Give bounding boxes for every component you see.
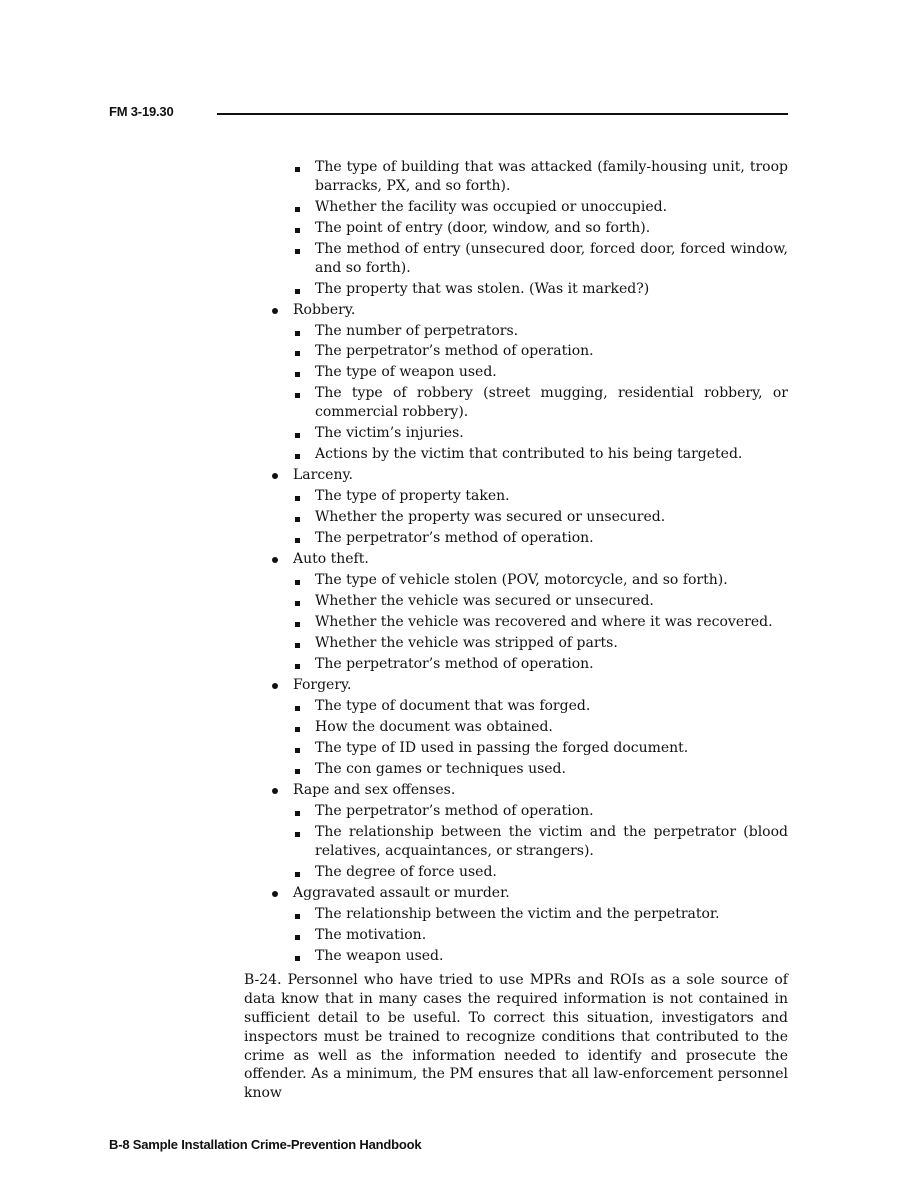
round-bullet-icon (272, 683, 278, 689)
crime-category (244, 301, 788, 465)
category-sub-list (293, 802, 788, 882)
square-bullet-icon (295, 580, 300, 585)
list-item-text: The number of perpetrators. (315, 322, 519, 339)
list-item (293, 905, 788, 924)
list-item (293, 322, 788, 341)
list-item-text: The con games or techniques used. (315, 760, 566, 777)
round-bullet-icon (272, 473, 278, 479)
crime-category (244, 676, 788, 779)
square-bullet-icon (295, 167, 300, 172)
crime-category-label: Forgery. (293, 677, 352, 694)
crime-category (244, 550, 788, 674)
list-item-text: The property that was stolen. (Was it marked?) (315, 280, 650, 297)
list-item (293, 760, 788, 779)
square-bullet-icon (295, 664, 300, 669)
square-bullet-icon (295, 454, 300, 459)
list-item-text: The type of ID used in passing the forged document. (315, 740, 689, 756)
list-item (293, 592, 788, 611)
list-item (293, 802, 788, 821)
square-bullet-icon (295, 393, 300, 398)
square-bullet-icon (295, 872, 300, 877)
list-item (244, 198, 788, 217)
list-item-text: The type of building that was attacked (family-housing unit, troop barracks, PX, and so forth). (315, 159, 788, 194)
category-sub-list (293, 905, 788, 966)
square-bullet-icon (295, 811, 300, 816)
square-bullet-icon (295, 706, 300, 711)
list-item-text: The weapon used. (315, 947, 444, 964)
list-item (244, 240, 788, 278)
square-bullet-icon (295, 748, 300, 753)
list-item (293, 739, 788, 758)
list-item-text: The type of weapon used. (315, 364, 497, 381)
category-sub-list (293, 697, 788, 779)
list-item (244, 158, 788, 196)
crime-category-list (244, 301, 788, 966)
square-bullet-icon (295, 956, 300, 961)
list-item-text: The point of entry (door, window, and so forth). (315, 219, 651, 236)
list-item-text: The motivation. (315, 926, 427, 943)
category-sub-list (293, 571, 788, 674)
category-sub-list (293, 322, 788, 465)
square-bullet-icon (295, 517, 300, 522)
list-item-text: The degree of force used. (315, 863, 497, 880)
list-item-text: Actions by the victim that contributed to his being targeted. (315, 446, 743, 463)
list-item-text: Whether the vehicle was secured or unsecured. (315, 593, 654, 610)
square-bullet-icon (295, 538, 300, 543)
list-item-text: Whether the vehicle was recovered and where it was recovered. (315, 614, 773, 631)
round-bullet-icon (272, 788, 278, 794)
list-item (293, 718, 788, 737)
square-bullet-icon (295, 914, 300, 919)
square-bullet-icon (295, 372, 300, 377)
paragraph-b-24: B-24. Personnel who have tried to use MPRs and ROIs as a sole source of data know that in many cases the required information is not contained in sufficient detail to be useful. To correct this situation, investigators and inspectors must be trained to recognize conditions that contributed to the crime as well as the information needed to identify and prosecute the offender. As a minimum, the PM ensures that all law-enforcement personnel know (244, 972, 788, 1102)
list-item-text: The type of property taken. (315, 488, 510, 505)
crime-category-label: Robbery. (293, 301, 356, 318)
square-bullet-icon (295, 249, 300, 254)
square-bullet-icon (295, 351, 300, 356)
list-item (293, 529, 788, 548)
list-item-text: The type of document that was forged. (315, 698, 591, 715)
square-bullet-icon (295, 622, 300, 627)
list-item-text: The victim’s injuries. (315, 425, 464, 442)
list-item (244, 219, 788, 238)
list-item (293, 363, 788, 382)
crime-category (244, 781, 788, 882)
list-item (293, 697, 788, 716)
list-item (293, 926, 788, 945)
list-item (293, 947, 788, 966)
list-item (293, 655, 788, 674)
list-item-text: The type of vehicle stolen (POV, motorcycle, and so forth). (315, 572, 728, 589)
square-bullet-icon (295, 935, 300, 940)
list-item-text: The method of entry (unsecured door, forced door, forced window, and so forth). (315, 240, 788, 276)
crime-category-label: Rape and sex offenses. (293, 781, 456, 798)
list-item (293, 863, 788, 882)
list-item (244, 280, 788, 299)
list-item (293, 508, 788, 527)
square-bullet-icon (295, 207, 300, 212)
list-item (293, 571, 788, 590)
list-item (293, 487, 788, 506)
list-item (293, 424, 788, 443)
list-item-text: The relationship between the victim and the perpetrator. (315, 905, 720, 922)
square-bullet-icon (295, 727, 300, 732)
list-item-text: The perpetrator’s method of operation. (315, 343, 594, 360)
list-item-text: Whether the facility was occupied or unoccupied. (315, 198, 668, 215)
list-item (293, 445, 788, 464)
page-content (244, 158, 788, 1103)
page-footer: B-8 Sample Installation Crime-Prevention Handbook (109, 1137, 422, 1152)
square-bullet-icon (295, 289, 300, 294)
category-sub-list (293, 487, 788, 548)
list-item-text: The perpetrator’s method of operation. (315, 530, 594, 547)
square-bullet-icon (295, 228, 300, 233)
list-item-text: Whether the property was secured or unsecured. (315, 509, 666, 526)
square-bullet-icon (295, 433, 300, 438)
list-item-text: Whether the vehicle was stripped of parts. (315, 635, 618, 652)
list-item-text: How the document was obtained. (315, 719, 553, 736)
square-bullet-icon (295, 601, 300, 606)
list-item (293, 823, 788, 861)
list-item (293, 613, 788, 632)
page-header (109, 104, 789, 124)
crime-category-label: Larceny. (293, 467, 353, 484)
list-item (293, 634, 788, 653)
square-bullet-icon (295, 643, 300, 648)
round-bullet-icon (272, 891, 278, 897)
square-bullet-icon (295, 832, 300, 837)
list-item (293, 384, 788, 422)
list-item-text: The perpetrator’s method of operation. (315, 802, 594, 819)
crime-category (244, 884, 788, 966)
round-bullet-icon (272, 308, 278, 314)
continued-sub-list (244, 158, 788, 298)
list-item (293, 342, 788, 361)
crime-category (244, 466, 788, 548)
round-bullet-icon (272, 557, 278, 563)
header-rule (217, 113, 788, 115)
crime-category-label: Auto theft. (293, 551, 369, 568)
list-item-text: The perpetrator’s method of operation. (315, 656, 594, 673)
list-item-text: The relationship between the victim and the perpetrator (blood relatives, acquaintances, or strangers). (315, 823, 788, 859)
square-bullet-icon (295, 769, 300, 774)
square-bullet-icon (295, 331, 300, 336)
crime-category-label: Aggravated assault or murder. (293, 884, 510, 901)
list-item-text: The type of robbery (street mugging, residential robbery, or commercial robbery). (315, 385, 788, 421)
square-bullet-icon (295, 496, 300, 501)
document-id: FM 3-19.30 (109, 104, 174, 119)
